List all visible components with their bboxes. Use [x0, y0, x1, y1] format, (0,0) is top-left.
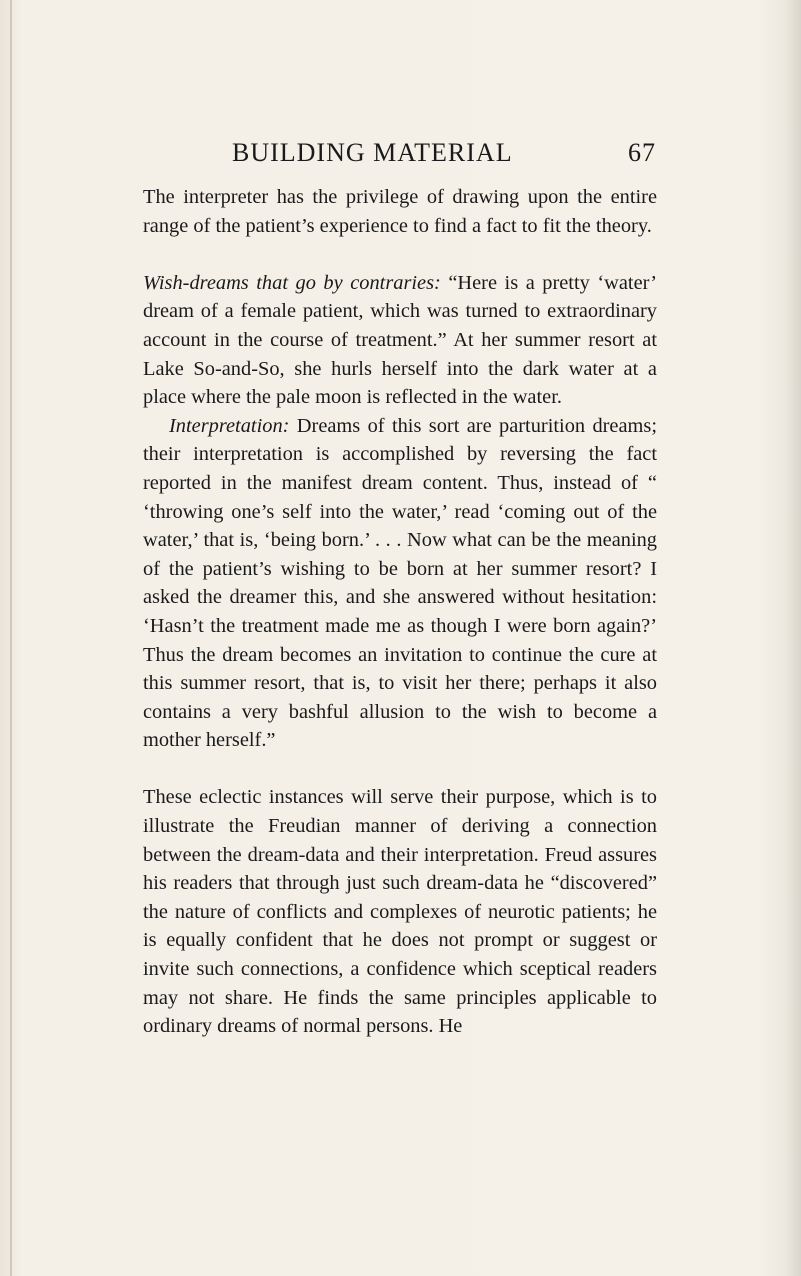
paragraph-2 — [143, 269, 657, 412]
paragraph-4 — [143, 783, 657, 1040]
paragraph-2-text: “Here is a pretty ‘water’ dream of a female patient, which was turned to extraordinary account in the course of treatment.” At her summer resort at Lake So-and-So, she hurls herself into the dark water at a place where the pale moon is reflected in the water. — [143, 271, 657, 409]
paragraph-2-lead: Wish-dreams that go by contraries: — [143, 271, 441, 294]
paragraph-3-text: Dreams of this sort are parturition dreams; their interpretation is accomplished by reversing the fact reported in the manifest dream content. Thus, instead of “ ‘throwing one’s self into the water,’ read ‘coming out of the water,’ that is, ‘being born.’ . . . Now what can be the meaning of the patient’s wishing to be born at her summer resort? I asked the dreamer this, and she answered without hesitation: ‘Hasn’t the treatment made me as though I were born again?’ Thus the dream becomes an invitation to continue the cure at this summer resort, that is, to visit her there; perhaps it also contains a very bashful allusion to the wish to become a mother herself.” — [143, 414, 657, 752]
paragraph-3-lead: Interpretation: — [169, 414, 290, 437]
page-number: 67 — [628, 138, 656, 167]
running-title: BUILDING MATERIAL — [232, 138, 513, 167]
paragraph-4-text: These eclectic instances will serve their purpose, which is to illustrate the Freudian manner of deriving a connection between the dream-data and their interpretation. Freud assures his readers that through just such dream-data he “discovered” the nature of conflicts and complexes of neurotic patients; he is equally confident that he does not prompt or suggest or invite such connections, a confidence which sceptical readers may not share. He finds the same principles applicable to ordinary dreams of normal persons. He — [143, 786, 657, 1038]
paragraph-3 — [143, 412, 657, 755]
page-gutter-line — [10, 0, 12, 1276]
running-head — [232, 138, 656, 172]
body-text — [143, 183, 657, 1041]
paragraph-1 — [143, 183, 657, 240]
page-edge-shadow — [785, 0, 801, 1276]
paragraph-1-text: The interpreter has the privilege of drawing upon the entire range of the patient’s experience to find a fact to fit the theory. — [143, 186, 657, 237]
